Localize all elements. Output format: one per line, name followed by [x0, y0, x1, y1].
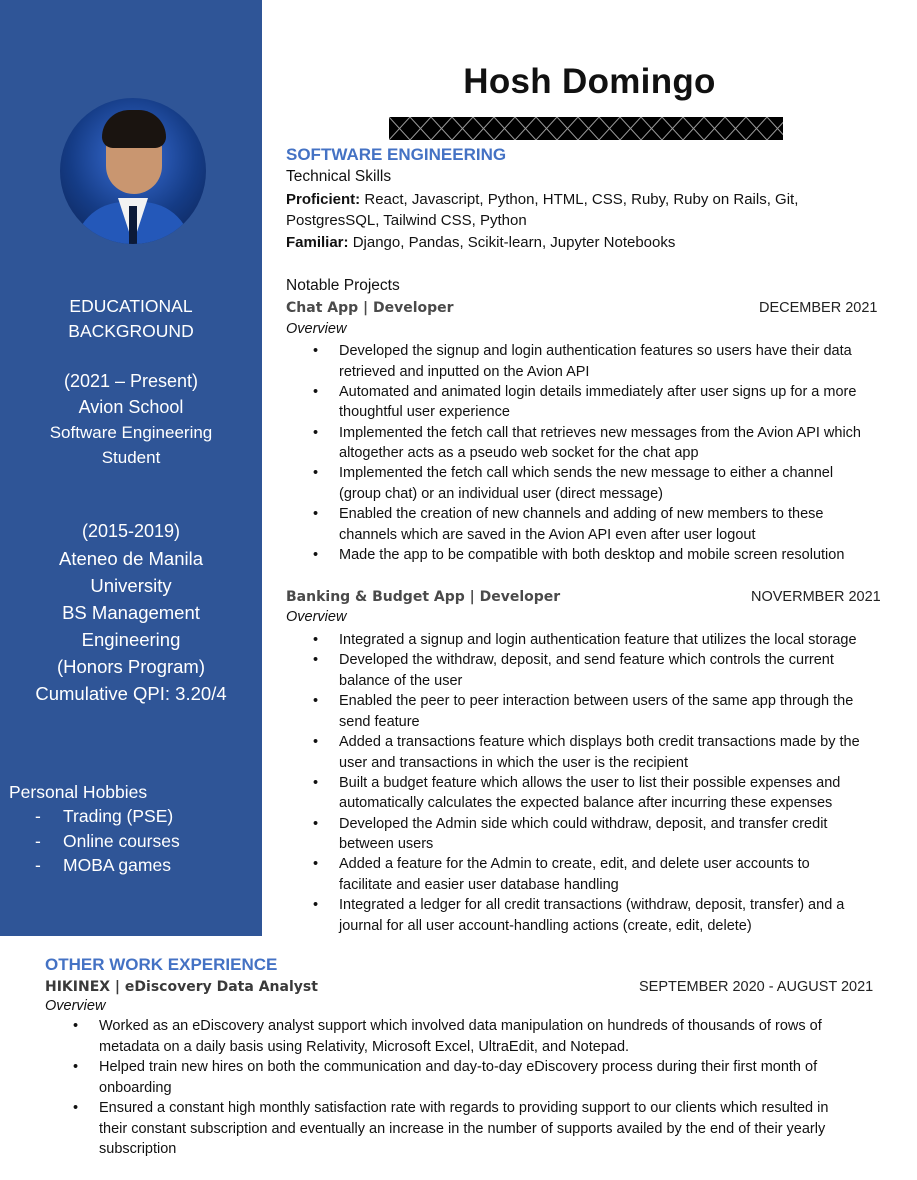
bullet-text: automatically calculates the expected balance after incurring these expenses: [339, 795, 833, 812]
bullet-text: Developed the Admin side which could withdraw, deposit, and transfer credit: [339, 815, 828, 832]
bullet-item: [73, 1057, 817, 1098]
hobby-label: Online courses: [63, 830, 180, 851]
bullet-item: [313, 773, 840, 814]
bullet-dot: •: [73, 1018, 79, 1034]
bullet-dot: •: [313, 897, 319, 914]
bullet-text: Made the app to be compatible with both desktop and mobile screen resolution: [339, 547, 845, 563]
bullet-text: balance of the user: [339, 672, 463, 689]
bullet-item: [313, 382, 856, 423]
proficient-line: [286, 191, 798, 208]
bullet-text: Developed the signup and login authentication features so users have their data: [339, 343, 852, 359]
bullet-dot: •: [73, 1100, 79, 1117]
bullet-dot: •: [313, 856, 319, 873]
bullet-text: metadata on a daily basis using Relativity, Microsoft Excel, UltraEdit, and Notepad.: [99, 1038, 630, 1055]
bullet-text: Enabled the peer to peer interaction between users of the same app through the: [339, 693, 854, 710]
bullet-text: Automated and animated login details immediately after user signs up for a more: [339, 383, 857, 400]
bullet-dot: •: [313, 774, 319, 791]
bullet-text: Ensured a constant high monthly satisfaction rate with regards to providing support to our clients which resulted in: [99, 1100, 829, 1117]
bullet-item: [313, 463, 833, 504]
bullet-text: Integrated a ledger for all credit transactions (withdraw, deposit, transfer) and a: [339, 897, 845, 914]
education-program: BS Management: [62, 602, 200, 623]
education-program: (Honors Program): [56, 656, 206, 677]
education-years: (2021 – Present): [63, 371, 199, 391]
bullet-text: Built a budget feature which allows the user to list their possible expenses and: [339, 774, 841, 791]
bullet-item: [73, 1016, 822, 1057]
education-school: Ateneo de Manila: [59, 548, 203, 569]
bullet-item: [313, 423, 861, 464]
job-title: HIKINEX | eDiscovery Data Analyst: [45, 979, 318, 995]
project-date: NOVERMBER 2021: [751, 589, 881, 605]
project-date: DECEMBER 2021: [759, 300, 878, 316]
hobbies-title: Personal Hobbies: [9, 782, 148, 802]
education-heading: [0, 294, 262, 344]
hobby-label: Trading (PSE): [63, 806, 174, 826]
bullet-dot: •: [313, 815, 319, 832]
bullet-text: journal for all user account-handling actions (create, edit, delete): [339, 917, 752, 934]
job-date: SEPTEMBER 2020 - AUGUST 2021: [639, 979, 874, 995]
bullet-text: between users: [339, 836, 434, 853]
bullet-text: retrieved and inputted on the Avion API: [339, 363, 590, 380]
bullet-text: their constant subscription and eventually an increase in the number of supports availed by the end of their yearly: [99, 1120, 826, 1137]
bullet-text: altogether acts as a pseudo web socket for the chat app: [339, 445, 699, 462]
bullet-item: [313, 650, 834, 691]
bullet-dot: •: [73, 1059, 79, 1076]
education-avion: [0, 369, 262, 470]
bullet-item: [313, 691, 853, 732]
hobby-label: MOBA games: [63, 855, 171, 875]
project-overview: Overview: [286, 609, 347, 625]
education-qpi: Cumulative QPI: 3.20/4: [35, 683, 227, 704]
bullet-text: Enabled the creation of new channels and adding of new members to these: [339, 506, 824, 523]
bullet-item: [313, 341, 852, 382]
hobbies-list: [9, 804, 259, 878]
job-overview: Overview: [45, 998, 106, 1014]
bullet-item: [73, 1098, 828, 1160]
education-program: Engineering: [81, 629, 181, 650]
bullet-item: [313, 814, 827, 855]
bullet-item: [313, 545, 844, 566]
bullet-dot: •: [313, 506, 319, 523]
education-years: (2015-2019): [81, 521, 181, 541]
education-school: University: [90, 575, 172, 596]
bullet-dot: •: [313, 465, 319, 482]
hobbies: [9, 780, 259, 878]
bullet-item: [313, 630, 857, 651]
bullet-dot: •: [313, 632, 319, 648]
bullet-text: onboarding: [99, 1079, 172, 1096]
bullet-text: facilitate and easier user database handling: [339, 876, 619, 893]
bullet-text: user and transactions in which the user is the recipient: [339, 754, 688, 771]
education-school: Avion School: [78, 396, 184, 417]
skills-title: Technical Skills: [286, 168, 392, 185]
education-heading-line: BACKGROUND: [68, 321, 194, 341]
bullet-item: [313, 504, 823, 545]
proficient-label: Proficient:: [286, 191, 361, 208]
familiar-line: [286, 234, 675, 251]
profile-photo: [60, 98, 206, 244]
education-program: Software Engineering: [49, 423, 213, 442]
bullet-dot: •: [313, 424, 319, 441]
bullet-text: Integrated a signup and login authentication feature that utilizes the local storage: [339, 632, 857, 648]
project-overview: Overview: [286, 321, 347, 337]
bullet-text: Added a feature for the Admin to create, edit, and delete user accounts to: [339, 856, 810, 873]
bullet-text: Helped train new hires on both the communication and day-to-day eDiscovery process during their first month of: [99, 1059, 818, 1076]
sidebar: [0, 0, 262, 936]
education-program: Student: [101, 448, 161, 467]
familiar-label: Familiar:: [286, 234, 349, 251]
project-title: Chat App | Developer: [286, 300, 454, 316]
projects-title: Notable Projects: [286, 277, 400, 294]
bullet-item: [313, 854, 810, 895]
bullet-text: channels which are saved in the Avion API even after user logout: [339, 526, 756, 543]
bullet-dot: •: [313, 343, 319, 359]
education-ateneo: [0, 518, 262, 707]
work-section-title: OTHER WORK EXPERIENCE: [45, 955, 278, 974]
resume-name: Hosh Domingo: [463, 62, 716, 101]
hobby-item: - MOBA games: [35, 855, 171, 875]
proficient-line: PostgresSQL, Tailwind CSS, Python: [286, 212, 527, 229]
proficient-text: React, Javascript, Python, HTML, CSS, Ruby, Ruby on Rails, Git,: [360, 191, 799, 208]
education-heading-line: EDUCATIONAL: [69, 296, 193, 316]
redacted-contact-bar: [389, 117, 783, 140]
project-title: Banking & Budget App | Developer: [286, 589, 561, 605]
bullet-item: [313, 895, 844, 936]
bullet-dot: •: [313, 734, 319, 750]
bullet-text: thoughtful user experience: [339, 404, 510, 421]
software-section-title: SOFTWARE ENGINEERING: [286, 145, 507, 164]
bullet-dot: •: [313, 547, 319, 563]
bullet-text: send feature: [339, 713, 420, 730]
bullet-text: subscription: [99, 1141, 177, 1158]
bullet-text: Worked as an eDiscovery analyst support which involved data manipulation on hundreds of thousands of rows of: [99, 1018, 822, 1034]
bullet-dot: •: [313, 383, 319, 400]
hobby-item: - Trading (PSE): [35, 806, 174, 826]
bullet-text: (group chat) or an individual user (direct message): [339, 485, 663, 502]
bullet-text: Implemented the fetch call that retrieves new messages from the Avion API which: [339, 424, 861, 441]
bullet-dot: •: [313, 693, 319, 710]
familiar-text: Django, Pandas, Scikit-learn, Jupyter Notebooks: [348, 234, 676, 251]
bullet-text: Implemented the fetch call which sends the new message to either a channel: [339, 465, 834, 482]
hobby-item: - Online courses: [35, 830, 180, 851]
bullet-item: [313, 732, 860, 773]
bullet-text: Developed the withdraw, deposit, and send feature which controls the current: [339, 652, 834, 669]
bullet-text: Added a transactions feature which displays both credit transactions made by the: [339, 734, 860, 750]
bullet-dot: •: [313, 652, 319, 669]
